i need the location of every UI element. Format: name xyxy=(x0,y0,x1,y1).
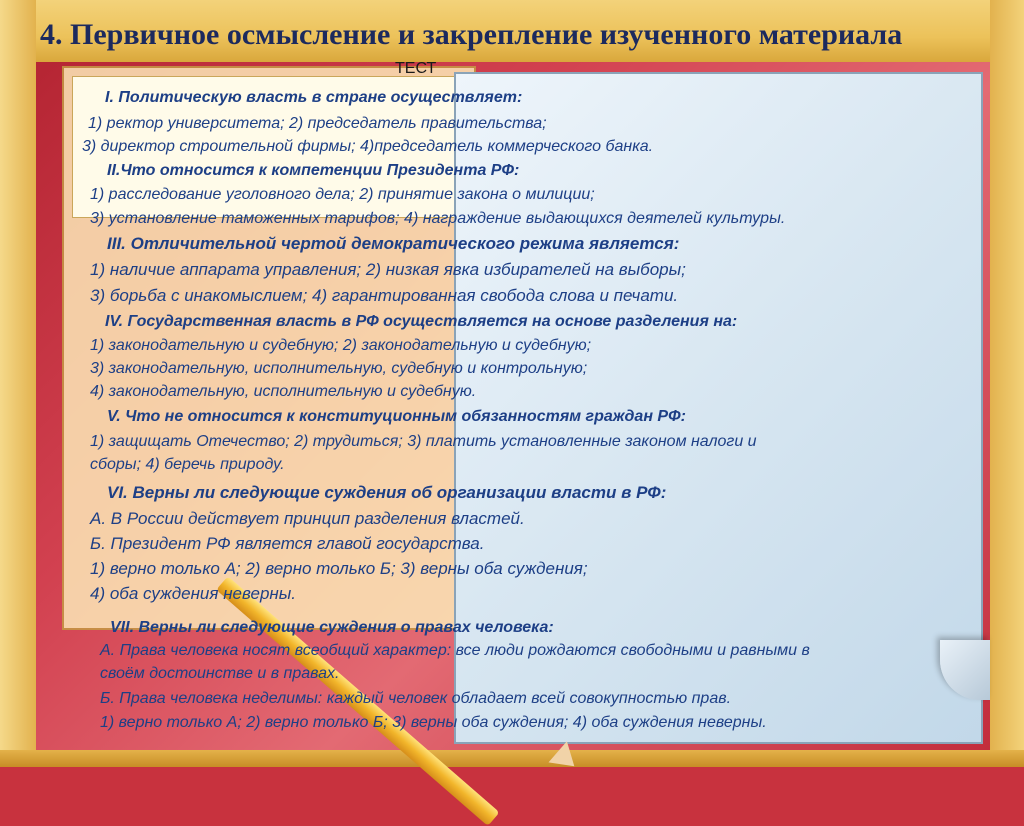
question-4-line-3: 4) законодательную, исполнительную и судебную. xyxy=(90,383,477,400)
question-5-line-1: 1) защищать Отечество; 2) трудиться; 3) платить установленные законом налоги и xyxy=(90,433,757,450)
question-2-line-2: 3) установление таможенных тарифов; 4) награждение выдающихся деятелей культуры. xyxy=(90,210,786,227)
question-7-line-4: 1) верно только А; 2) верно только Б; 3) верны оба суждения; 4) оба суждения неверны. xyxy=(100,714,767,731)
question-3-title: III. Отличительной чертой демократического режима является: xyxy=(107,234,680,253)
slide-title: 4. Первичное осмысление и закрепление изученного материала xyxy=(40,18,903,51)
question-2-title: II.Что относится к компетенции Президента РФ: xyxy=(107,162,520,179)
question-6-line-3: 1) верно только А; 2) верно только Б; 3) верны оба суждения; xyxy=(90,559,588,578)
question-7-line-2: своём достоинстве и в правах. xyxy=(100,665,340,682)
test-label: ТЕСТ xyxy=(395,60,437,77)
question-1-line-1: 1) ректор университета; 2) председатель правительства; xyxy=(88,115,547,132)
question-4-line-1: 1) законодательную и судебную; 2) законодательную и судебную; xyxy=(90,337,592,354)
question-6-line-1: А. В России действует принцип разделения властей. xyxy=(90,509,525,528)
question-5-line-2: сборы; 4) беречь природу. xyxy=(90,456,285,473)
question-6-line-4: 4) оба суждения неверны. xyxy=(90,584,297,603)
question-6-line-2: Б. Президент РФ является главой государства. xyxy=(90,534,485,553)
question-6-title: VI. Верны ли следующие суждения об организации власти в РФ: xyxy=(107,483,667,502)
question-3-line-2: 3) борьба с инакомыслием; 4) гарантированная свобода слова и печати. xyxy=(90,286,679,305)
question-7-line-3: Б. Права человека неделимы: каждый человек обладает всей совокупностью прав. xyxy=(100,690,732,707)
question-7-line-1: А. Права человека носят всеобщий характер: все люди рождаются свободными и равными в xyxy=(100,642,810,659)
question-3-line-1: 1) наличие аппарата управления; 2) низкая явка избирателей на выборы; xyxy=(90,260,686,279)
question-4-line-2: 3) законодательную, исполнительную, судебную и контрольную; xyxy=(90,360,588,377)
question-4-title: IV. Государственная власть в РФ осуществляется на основе разделения на: xyxy=(105,313,738,330)
question-2-line-1: 1) расследование уголовного дела; 2) принятие закона о милиции; xyxy=(90,186,595,203)
question-1-line-2: 3) директор строительной фирмы; 4)председатель коммерческого банка. xyxy=(82,138,654,155)
question-5-title: V. Что не относится к конституционным обязанностям граждан РФ: xyxy=(107,408,686,425)
question-7-title: VII. Верны ли следующие суждения о правах человека: xyxy=(110,619,554,636)
question-1-title: I. Политическую власть в стране осуществляет: xyxy=(105,89,523,106)
